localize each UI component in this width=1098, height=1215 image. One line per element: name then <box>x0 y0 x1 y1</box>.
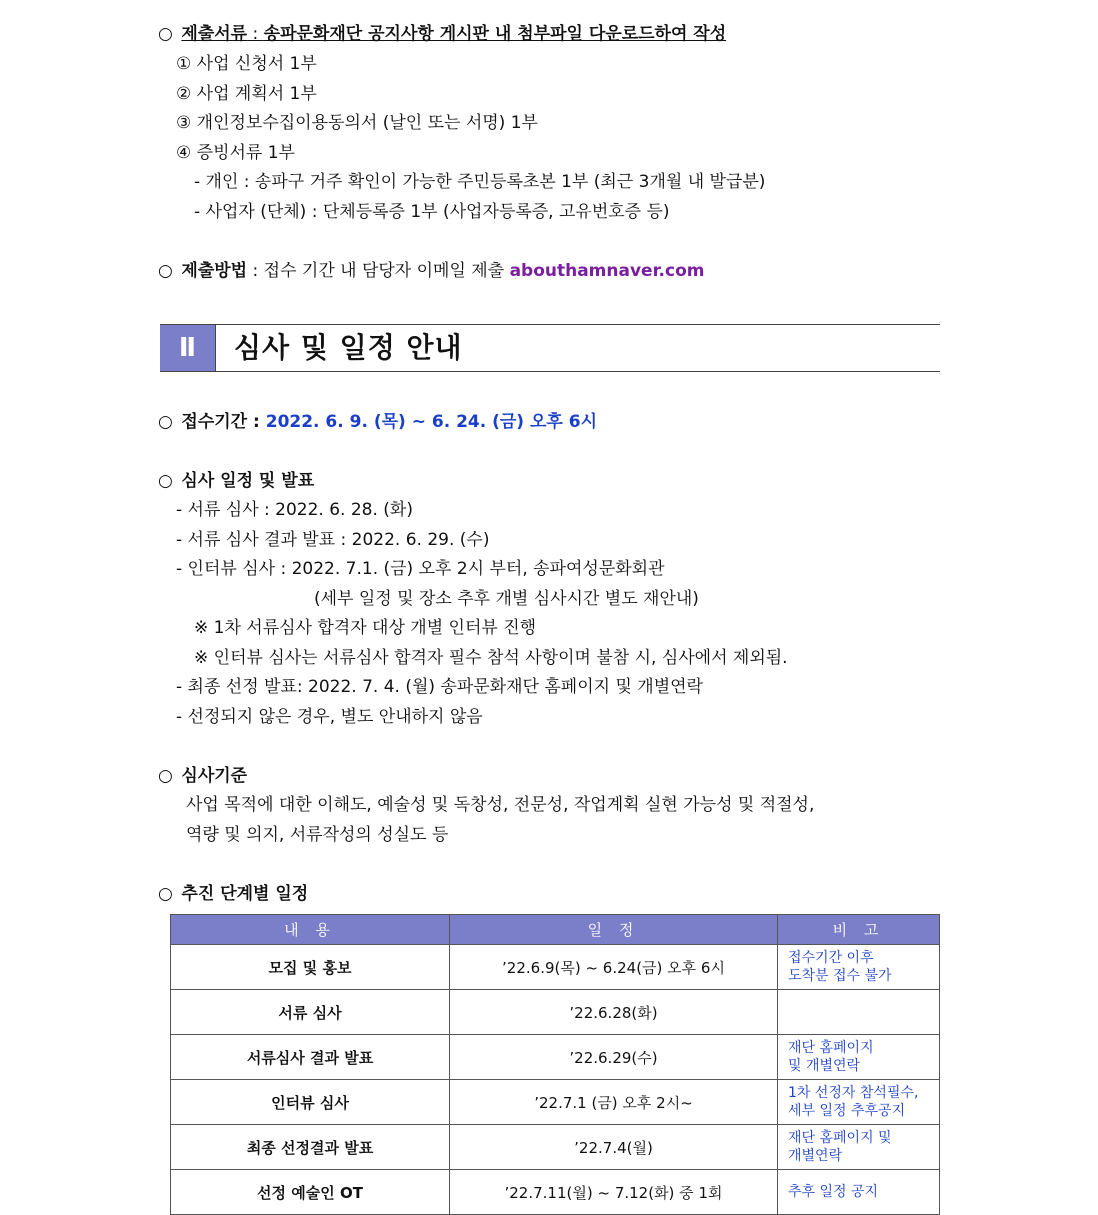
circle-bullet-icon: ○ <box>158 261 173 281</box>
row-date: ’22.7.1 (금) 오후 2시~ <box>450 1080 778 1125</box>
schedule-table <box>170 914 940 1215</box>
section-title-bar <box>160 324 940 372</box>
row-date: ’22.7.11(월) ~ 7.12(화) 중 1회 <box>450 1170 778 1215</box>
table-row <box>171 990 940 1035</box>
criteria-heading: 심사기준 <box>181 766 248 786</box>
submit-doc-subitem: - 개인 : 송파구 거주 확인이 가능한 주민등록초본 1부 (최근 3개월 내 발급분) <box>194 172 766 192</box>
review-line: - 서류 심사 결과 발표 : 2022. 6. 29. (수) <box>176 530 490 550</box>
circle-bullet-icon: ○ <box>158 24 173 44</box>
review-line: - 인터뷰 심사 : 2022. 7.1. (금) 오후 2시 부터, 송파여성문화회관 <box>176 559 665 579</box>
table-row <box>171 1035 940 1080</box>
row-date: ’22.6.29(수) <box>450 1035 778 1080</box>
row-note <box>778 1035 940 1080</box>
row-name: 서류 심사 <box>171 990 450 1035</box>
criteria-heading-line <box>158 765 247 787</box>
note-line: 개별연락 <box>788 1148 843 1164</box>
row-date: ’22.6.9(목) ~ 6.24(금) 오후 6시 <box>450 945 778 990</box>
table-row <box>171 1125 940 1170</box>
row-name: 서류심사 결과 발표 <box>171 1035 450 1080</box>
review-line: (세부 일정 및 장소 추후 개별 심사시간 별도 재안내) <box>314 589 699 609</box>
row-name: 인터뷰 심사 <box>171 1080 450 1125</box>
review-heading: 심사 일정 및 발표 <box>181 471 315 491</box>
section-title: 심사 및 일정 안내 <box>234 331 463 364</box>
row-name: 모집 및 홍보 <box>171 945 450 990</box>
row-name: 최종 선정결과 발표 <box>171 1125 450 1170</box>
row-name: 선정 예술인 OT <box>171 1170 450 1215</box>
criteria-text: 사업 목적에 대한 이해도, 예술성 및 독창성, 전문성, 작업계획 실현 가능성 및 적절성, <box>186 795 815 815</box>
row-note <box>778 1125 940 1170</box>
table-row <box>171 1170 940 1215</box>
submit-method-line <box>158 260 704 282</box>
review-line: - 최종 선정 발표: 2022. 7. 4. (월) 송파문화재단 홈페이지 및 개별연락 <box>176 677 703 697</box>
section-number: Ⅱ <box>160 325 216 371</box>
note-line: 세부 일정 추후공지 <box>788 1103 906 1119</box>
schedule-heading-line <box>158 883 308 905</box>
column-header: 비 고 <box>778 915 940 945</box>
review-heading-line <box>158 470 314 492</box>
note-line: 및 개별연락 <box>788 1058 861 1074</box>
submit-docs-heading-line <box>158 23 726 45</box>
submit-doc-subitem: - 사업자 (단체) : 단체등록증 1부 (사업자등록증, 고유번호증 등) <box>194 202 670 222</box>
note-line: 도착분 접수 불가 <box>788 968 892 984</box>
reception-line <box>158 411 597 433</box>
row-note <box>778 945 940 990</box>
schedule-heading: 추진 단계별 일정 <box>181 884 309 904</box>
column-header: 내 용 <box>171 915 450 945</box>
row-date: ’22.6.28(화) <box>450 990 778 1035</box>
row-date: ’22.7.4(월) <box>450 1125 778 1170</box>
submit-doc-item: ④ 증빙서류 1부 <box>176 143 295 163</box>
note-line: 1차 선정자 참석필수, <box>788 1085 919 1101</box>
review-line: - 선정되지 않은 경우, 별도 안내하지 않음 <box>176 707 483 727</box>
circle-bullet-icon: ○ <box>158 471 173 491</box>
row-note <box>778 990 940 1035</box>
note-line: 접수기간 이후 <box>788 950 874 966</box>
table-row <box>171 1080 940 1125</box>
reception-heading: 접수기간 : <box>181 412 266 432</box>
submit-doc-item: ③ 개인정보수집이용동의서 (날인 또는 서명) 1부 <box>176 113 538 133</box>
note-line: 재단 홈페이지 및 <box>788 1130 892 1146</box>
circle-bullet-icon: ○ <box>158 766 173 786</box>
row-note <box>778 1080 940 1125</box>
contact-email-link[interactable]: abouthamnaver.com <box>509 261 705 281</box>
table-header-row <box>171 915 940 945</box>
criteria-text: 역량 및 의지, 서류작성의 성실도 등 <box>186 825 449 845</box>
reception-period: 2022. 6. 9. (목) ~ 6. 24. (금) 오후 6시 <box>265 412 598 432</box>
review-note: ※ 1차 서류심사 합격자 대상 개별 인터뷰 진행 <box>194 618 537 638</box>
circle-bullet-icon: ○ <box>158 412 173 432</box>
note-line: 추후 일정 공지 <box>788 1184 879 1200</box>
circle-bullet-icon: ○ <box>158 884 173 904</box>
submit-docs-heading: 제출서류 <box>181 24 248 44</box>
row-note <box>778 1170 940 1215</box>
submit-doc-item: ② 사업 계획서 1부 <box>176 84 317 104</box>
submit-method-desc: : 접수 기간 내 담당자 이메일 제출 <box>247 261 510 281</box>
submit-doc-item: ① 사업 신청서 1부 <box>176 54 317 74</box>
note-line: 재단 홈페이지 <box>788 1040 874 1056</box>
submit-method-heading: 제출방법 <box>181 261 248 281</box>
column-header: 일 정 <box>450 915 778 945</box>
review-note: ※ 인터뷰 심사는 서류심사 합격자 필수 참석 사항이며 불참 시, 심사에서 제외됨. <box>194 648 788 668</box>
review-line: - 서류 심사 : 2022. 6. 28. (화) <box>176 500 413 520</box>
submit-docs-desc: 송파문화재단 공지사항 게시판 내 첨부파일 다운로드하여 작성 <box>263 24 727 44</box>
table-row <box>171 945 940 990</box>
submit-docs-sep: : <box>247 24 264 44</box>
